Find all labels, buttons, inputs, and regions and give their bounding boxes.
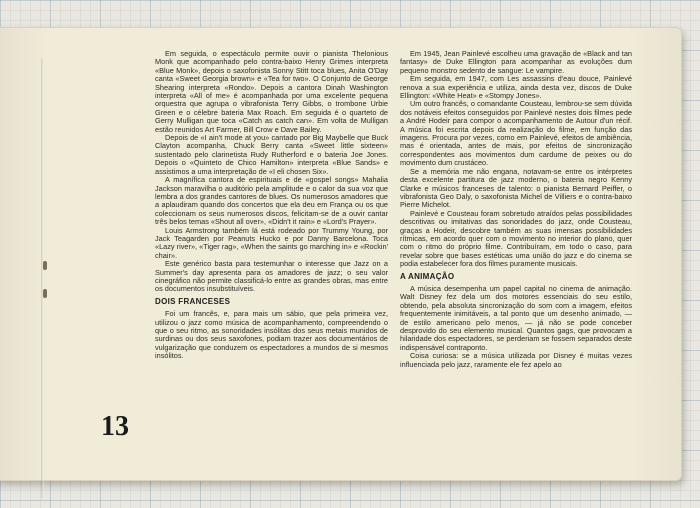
paragraph: Painlevé e Cousteau foram sobretudo atraídos pelas possibilidades descritivas ou imitativas das sonoridades do jazz, onde Cousteau, graças a Hodeir, descobre também as suas imensas possibilidades rítmicas, em acordo quer com o movimento no interior do plano, quer com o ritmo do próprio filme. Contribuíram, em todo o caso, para revelar sobre que bases estéticas uma união do jazz e do cinema se podia estabelecer fora dos filmes puramente musicais. — [400, 208, 632, 269]
paragraph: Em 1945, Jean Painlevé escolheu uma gravação de «Black and tan fantasy» de Duke Ellington para acompanhar as evoluções dum pequeno monstro sedento de sangue: Le vampire. — [400, 49, 632, 75]
paragraph: Em seguida, em 1947, com Les assassins d'eau douce, Painlevé renova a sua experiência e utiliza, ainda desta vez, discos de Duke Ellington: «White Heat» e «Stompy Jones». — [400, 74, 632, 101]
staple-mark — [43, 261, 47, 270]
paragraph: Em seguida, o espectáculo permite ouvir o pianista Thelonious Monk que acompanhado pelo contra-baixo Henry Grimes interpreta «Blue Monk», depois o saxofonista Sonny Stitt toca blues, Anita O'Day canta «Sweet Georgia brown» e «Tea for two». O Conjunto de George Shearing interpreta «Rondo». Depois a cantora Dinah Washington interpreta «All of me» é acompanhada por uma excelente pequena orquestra que agrupa o vibrafonista Terry Gibbs, o trombone Urbie Green e o célebre bateria Max Roach. Em seguida é o quarteto de Gerry Mulligan que toca «Catch as catch can». Em volta de Mulligan estão reunidos Art Farmer, Bill Crow e Dave Bailey. — [155, 49, 388, 134]
paragraph: Coisa curiosa: se a música utilizada por Disney é muitas vezes influenciada pelo jazz, raramente ele fez apelo ao — [400, 351, 632, 369]
paragraph: Depois de «I ain't mode at you» cantado por Big Maybelle que Buck Clayton acompanha, Chuck Berry canta «Sweet little sixteen» sustentado pelo clarinetista Rudy Rutherford e o bateria Joe Jones. Depois o «Quinteto de Chico Hamilton» interpreta «Blue Sands» e assistimos a uma interpretação de «I eli chosen Six». — [155, 133, 388, 176]
paragraph: Se a memória me não engana, notavam-se entre os intérpretes desta excelente partitura de jazz moderno, o bateria negro Kenny Clarke e músicos franceses de talento: o pianista Bernard Peiffer, o vibrafonista Geo Daly, o saxofonista Michel de Villiers e o contra-baixo Pierre Michelot. — [400, 166, 632, 210]
page-number: 13 — [101, 411, 129, 442]
section-heading: DOIS FRANCESES — [155, 296, 231, 306]
paragraph: Foi um francês, e, para mais um sábio, que pela primeira vez, utilizou o jazz como música de acompanhamento, compreendendo o que o seu ritmo, as sonoridades insólitas dos seus metais munidos de surdinas ou dos seus saxofones, podiam trazer aos documentários de vulgarização que conduzem os espectadores a mundos de si mesmos insólitos. — [155, 309, 388, 361]
section-heading: A ANIMAÇÃO — [400, 271, 455, 281]
paragraph: A música desempenha um papel capital no cinema de animação. Walt Disney fez dela um dos motores essenciais do seu estilo, obtendo, pela absoluta sincronização do som com a imagem, efeitos frequentemente inimitáveis, a tal ponto que um desenho animado, — de estilo americano pelo menos, — já não se pode conceber desprovido do seu elemento musical. Quantos gags, que provocam a hilaridade dos espectadores, se perderiam se fossem separados deste indispensável contraponto. — [400, 283, 632, 352]
paragraph: Este genérico basta para testemunhar o interesse que Jazz on a Summer's day apresenta para os amadores de jazz; o seu valor cinegráfico não permite classificá-lo entre as grandes obras, mas entre os documentos insubstituíveis. — [155, 259, 388, 294]
page-fold — [41, 58, 44, 498]
paragraph: Um outro francês, o comandante Cousteau, lembrou-se sem dúvida dos notáveis efeitos conseguidos por Painlevé nestes dois filmes pede a André Hodeir para compor o acompanhamento de Autour d'un récif. A música foi escrita depois da realização do filme, em função das imagens. Procura por vezes, como em Painlevé, efeitos de ambiência, mas é orientada, antes de mais, por efeitos de sincronização correspondentes aos movimentos dum cardume de peixes ou do movimento dum crustáceo. — [400, 99, 632, 168]
paragraph: A magnífica cantora de espirituais e de «gospel songs» Mahalia Jackson maravilha o auditório pela amplitude e o calor da sua voz que lembra a dos grandes cantores de blues. Os numerosos amadores que a aplaudiram quando dos concertos que ela deu em França ou os que coleccionam os seus numerosos discos, felicitam-se de a ouvir cantar três belos temas «Shout all over», «Didn't it rain» e «Lord's Prayer». — [155, 175, 388, 227]
staple-mark — [43, 289, 47, 298]
text-column-left — [155, 50, 388, 361]
paragraph: Louis Armstrong também lá está rodeado por Trummy Young, por Jack Teagarden por Peanuts Hucko e por Danny Barcelona. Toca «Lazy river», «Tiger rag», «When the saints go marching in» e «Rockin' chair». — [155, 225, 388, 260]
text-column-right — [400, 50, 632, 369]
